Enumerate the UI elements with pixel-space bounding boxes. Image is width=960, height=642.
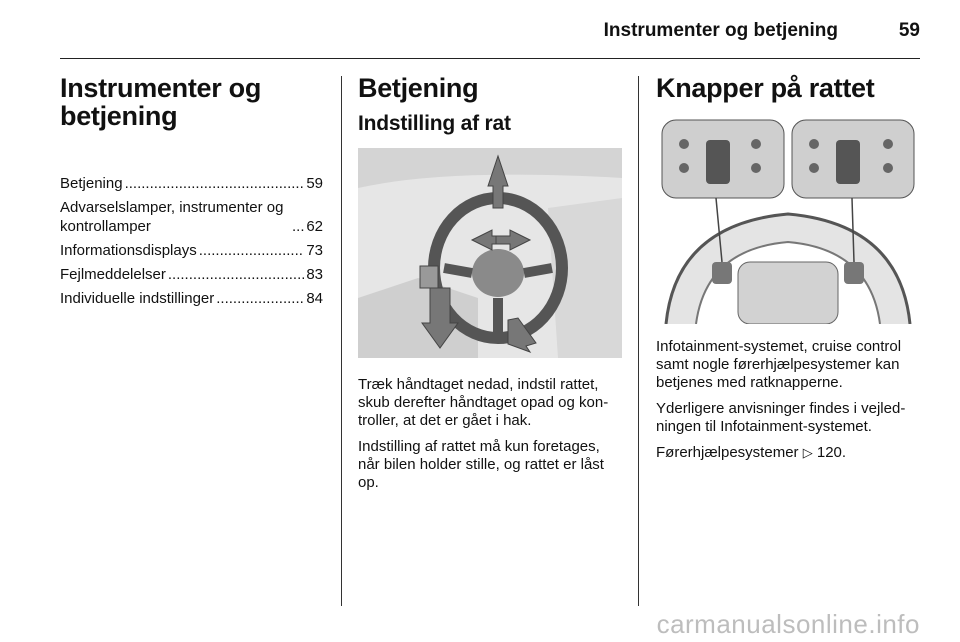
toc-leader xyxy=(216,289,304,308)
reference-label: Førerhjælpesystemer xyxy=(656,444,799,461)
cross-reference[interactable] xyxy=(656,444,922,463)
toc-entry[interactable] xyxy=(60,241,323,260)
toc-entry-page: 84 xyxy=(306,290,323,307)
subsection-heading: Indstilling af rat xyxy=(358,112,511,135)
toc-entry-page: 83 xyxy=(306,266,323,283)
page-number: 59 xyxy=(898,20,920,41)
toc-leader xyxy=(199,241,305,260)
toc-entry-label: Informationsdisplays xyxy=(60,242,197,259)
column-wheel-buttons xyxy=(656,74,922,471)
section-heading: Betjening xyxy=(358,73,479,103)
toc-entry-label: Betjening xyxy=(60,175,123,192)
watermark: carmanualsonline.info xyxy=(656,609,920,639)
table-of-contents xyxy=(60,174,323,308)
section-heading: Knapper på rattet xyxy=(656,73,875,103)
column-divider-2 xyxy=(638,76,639,606)
page-reference-icon: ▷ xyxy=(802,446,813,461)
toc-leader xyxy=(292,217,304,236)
running-header-title: Instrumenter og betjening xyxy=(603,20,838,41)
toc-entry[interactable] xyxy=(60,174,323,193)
toc-leader xyxy=(125,174,305,193)
toc-entry-page: 62 xyxy=(306,218,323,235)
steering-wheel-adjust-illustration xyxy=(358,148,622,358)
column-divider-1 xyxy=(341,76,342,606)
header-rule xyxy=(60,58,920,59)
toc-entry[interactable] xyxy=(60,198,323,236)
paragraph: Træk håndtaget nedad, indstil rattet, skub derefter håndtaget opad og kontroller, at det er gået i hak. xyxy=(358,376,609,429)
toc-entry[interactable] xyxy=(60,289,323,308)
toc-entry-label: Fejlmeddelelser xyxy=(60,266,166,283)
toc-leader xyxy=(168,265,304,284)
toc-entry[interactable] xyxy=(60,265,323,284)
toc-entry-page: 73 xyxy=(306,242,323,259)
paragraph: Indstilling af rattet må kun foretages, når bilen holder stille, og rattet er låst op. xyxy=(358,438,604,491)
toc-entry-page: 59 xyxy=(306,175,323,192)
steering-wheel-buttons-illustration xyxy=(656,114,920,324)
reference-page: 120. xyxy=(816,444,847,461)
toc-entry-label: Individuelle indstillinger xyxy=(60,290,215,307)
chapter-heading: Instrumenter og betjening xyxy=(60,73,262,131)
paragraph: Yderligere anvisninger findes i vejledningen til Infotainment-systemet. xyxy=(656,400,906,435)
toc-entry-label: Advarselslamper, instrumenter og kontrollamper xyxy=(60,199,284,235)
column-toc xyxy=(60,74,323,313)
column-steering-adjustment xyxy=(358,74,624,500)
paragraph: Infotainment-systemet, cruise control samt nogle førerhjælpesystemer kan betjenes med ratknapperne. xyxy=(656,338,902,391)
